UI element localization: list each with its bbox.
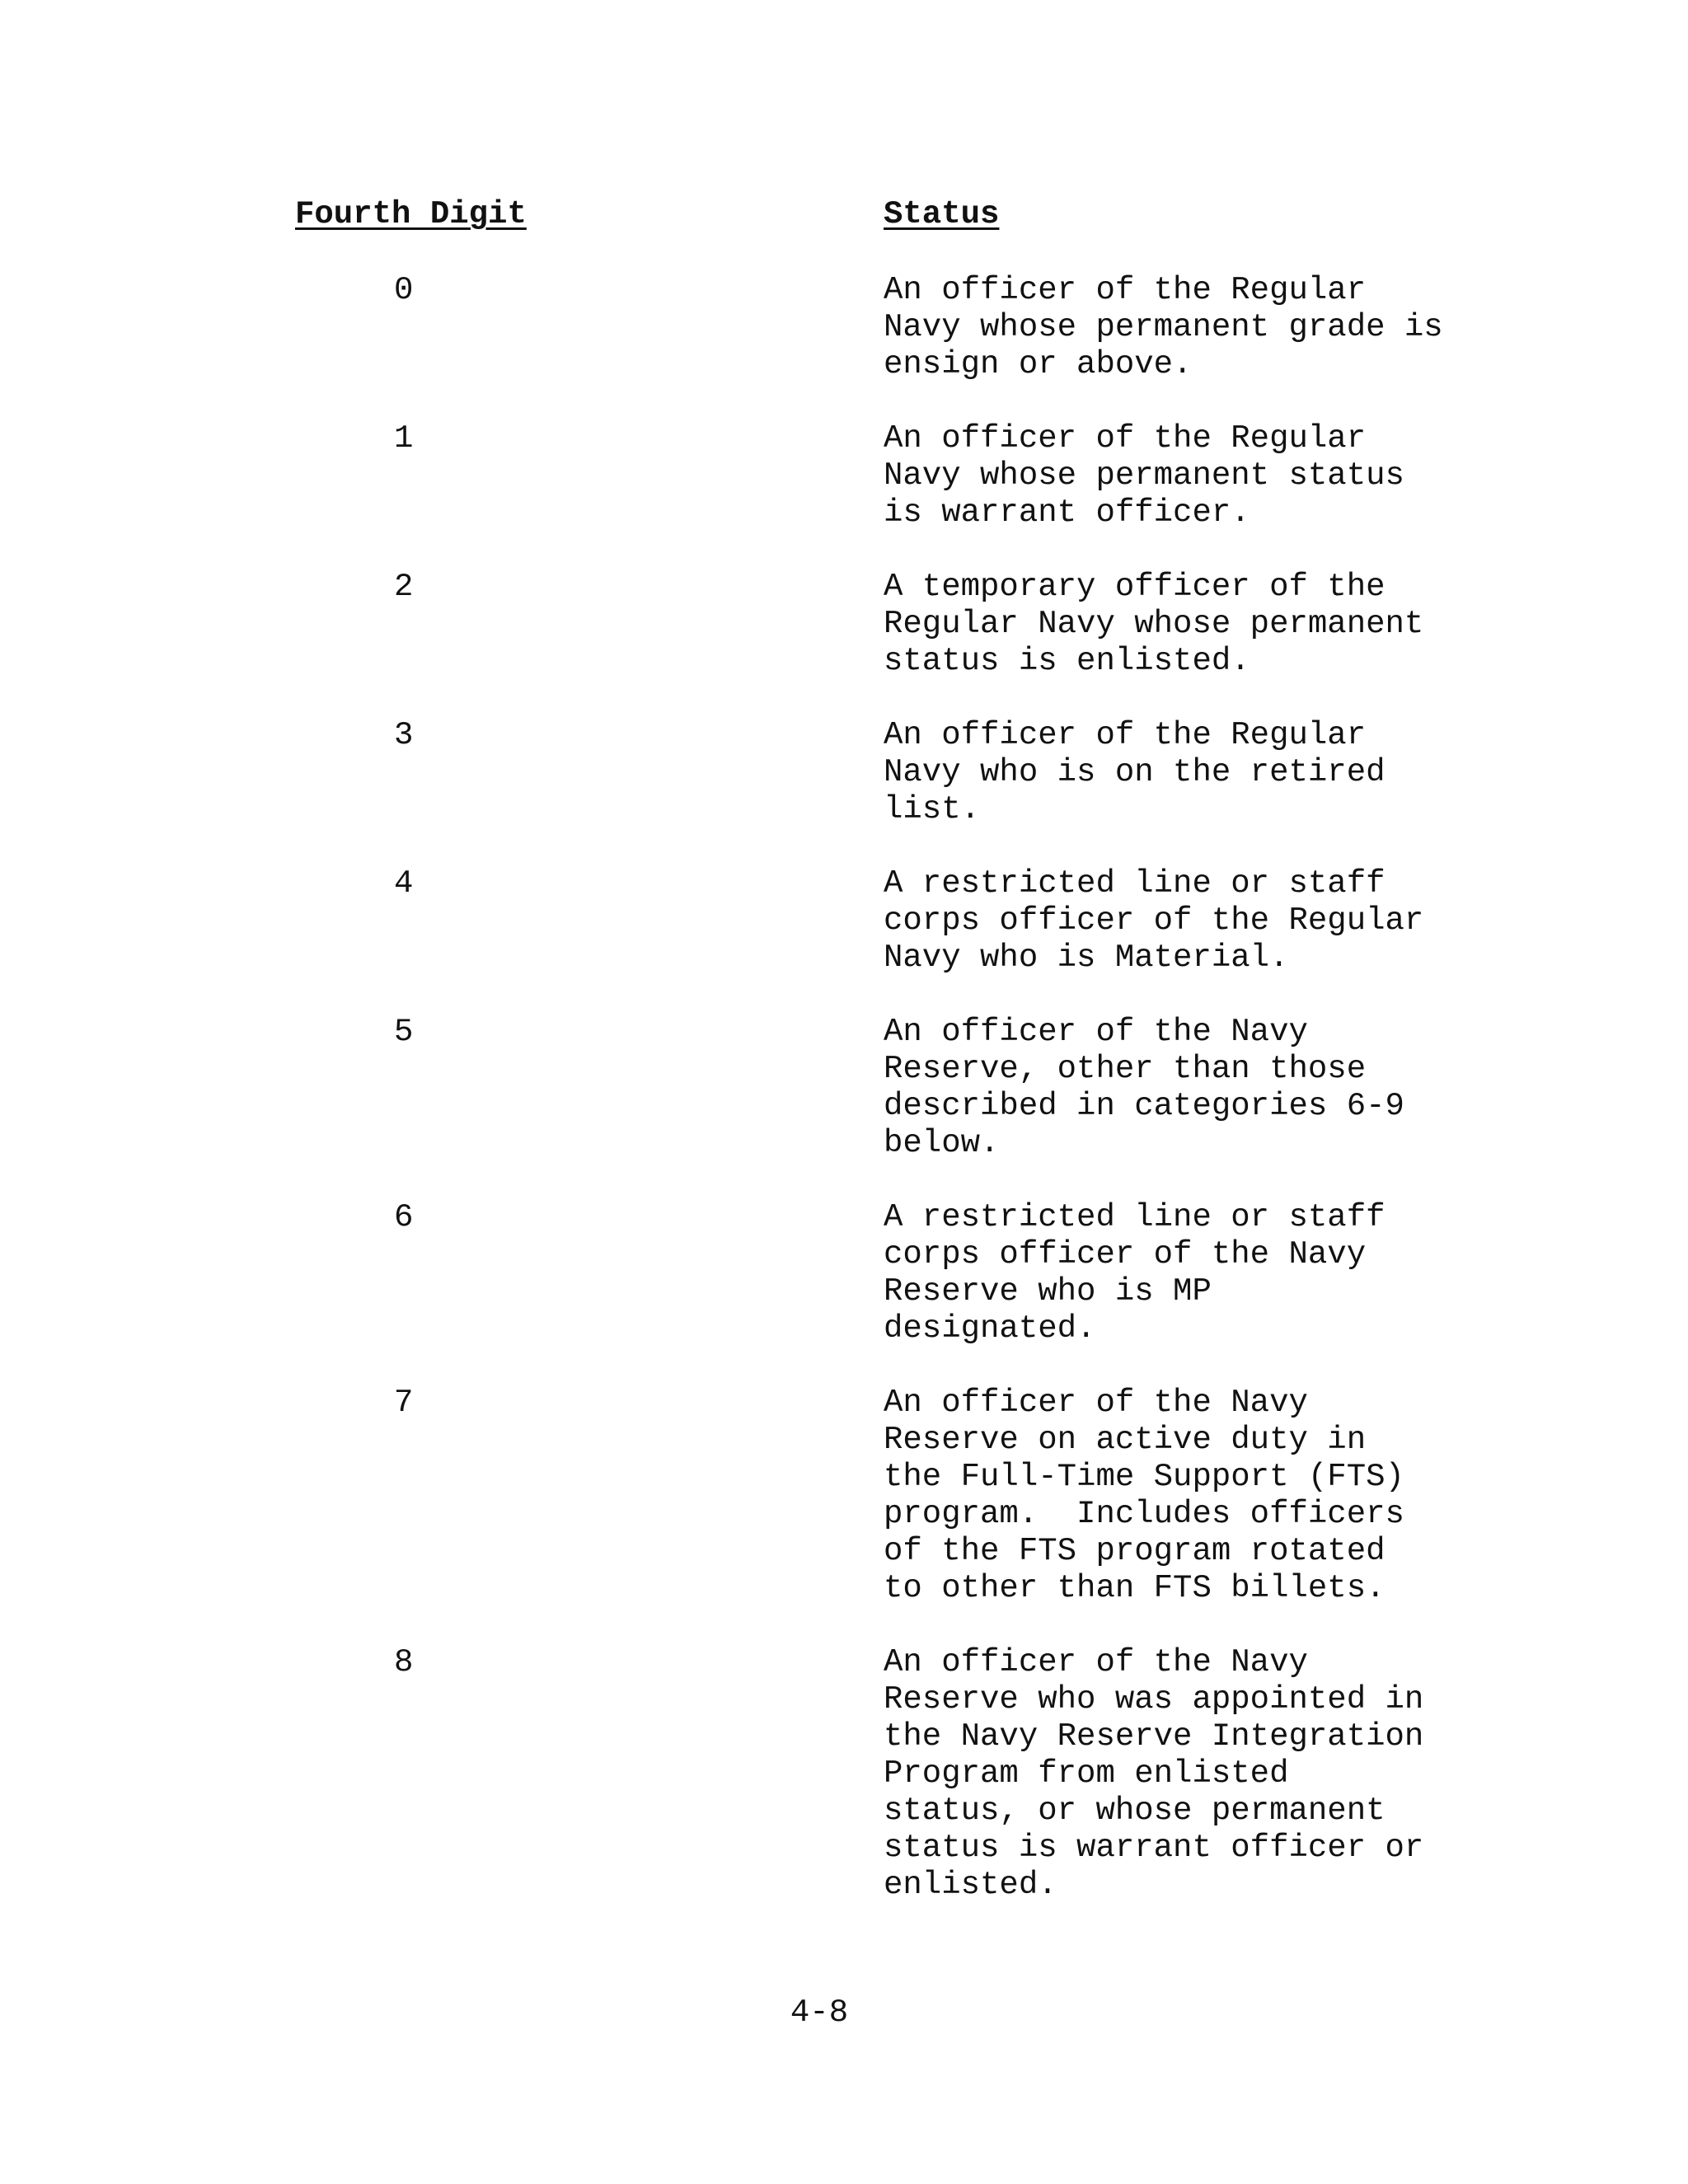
status-line: status is enlisted. (884, 643, 1250, 679)
status-line: Navy who is Material. (884, 940, 1289, 976)
status-line: A temporary officer of the (884, 569, 1386, 605)
status-line: is warrant officer. (884, 494, 1250, 531)
fourth-digit-value: 7 (394, 1385, 414, 1421)
status-line: the Navy Reserve Integration (884, 1718, 1424, 1755)
status-description (884, 1385, 1510, 1607)
status-line: to other than FTS billets. (884, 1570, 1386, 1606)
table-row (0, 272, 1688, 383)
status-line: An officer of the Regular (884, 717, 1367, 753)
table-row (0, 717, 1688, 828)
status-description (884, 717, 1510, 828)
status-line: A restricted line or staff (884, 865, 1386, 902)
table-row (0, 1385, 1688, 1607)
page-number: 4-8 (790, 1994, 849, 2031)
status-description (884, 569, 1510, 680)
status-line: An officer of the Regular (884, 420, 1367, 457)
status-description (884, 1199, 1510, 1347)
status-table (0, 272, 1688, 1941)
status-line: Navy whose permanent status (884, 457, 1404, 494)
status-line: status is warrant officer or (884, 1830, 1424, 1866)
status-line: ensign or above. (884, 346, 1193, 382)
status-line: Reserve who was appointed in (884, 1681, 1424, 1718)
status-line: described in categories 6-9 (884, 1088, 1404, 1124)
fourth-digit-value: 1 (394, 420, 414, 457)
status-line: Regular Navy whose permanent (884, 606, 1424, 642)
status-line: Reserve on active duty in (884, 1422, 1367, 1458)
fourth-digit-value: 0 (394, 272, 414, 308)
status-description (884, 1644, 1510, 1904)
table-row (0, 569, 1688, 680)
status-line: Navy who is on the retired (884, 754, 1386, 790)
status-line: status, or whose permanent (884, 1793, 1386, 1829)
status-line: An officer of the Navy (884, 1014, 1308, 1050)
fourth-digit-value: 4 (394, 865, 414, 902)
table-row (0, 1199, 1688, 1347)
status-line: Navy whose permanent grade is (884, 309, 1443, 345)
fourth-digit-value: 5 (394, 1014, 414, 1050)
fourth-digit-value: 8 (394, 1644, 414, 1680)
status-description (884, 1014, 1510, 1162)
status-line: An officer of the Regular (884, 272, 1367, 308)
status-line: An officer of the Navy (884, 1644, 1308, 1680)
status-line: below. (884, 1125, 1000, 1161)
status-line: the Full-Time Support (FTS) (884, 1459, 1404, 1495)
status-description (884, 420, 1510, 532)
fourth-digit-value: 6 (394, 1199, 414, 1235)
status-line: enlisted. (884, 1867, 1057, 1903)
table-row (0, 865, 1688, 977)
status-line: corps officer of the Navy (884, 1236, 1367, 1272)
status-line: Program from enlisted (884, 1755, 1289, 1792)
status-line: Reserve who is MP (884, 1273, 1212, 1310)
column-header-status: Status (884, 196, 1000, 232)
status-line: of the FTS program rotated (884, 1533, 1386, 1569)
status-line: list. (884, 791, 981, 827)
status-line: corps officer of the Regular (884, 902, 1424, 939)
status-line: An officer of the Navy (884, 1385, 1308, 1421)
column-header-fourth-digit: Fourth Digit (295, 196, 527, 232)
status-line: A restricted line or staff (884, 1199, 1386, 1235)
status-description (884, 865, 1510, 977)
table-row (0, 1014, 1688, 1162)
table-row (0, 1644, 1688, 1904)
status-line: designated. (884, 1310, 1096, 1347)
table-row (0, 420, 1688, 532)
fourth-digit-value: 2 (394, 569, 414, 605)
fourth-digit-value: 3 (394, 717, 414, 753)
status-description (884, 272, 1510, 383)
status-line: program. Includes officers (884, 1496, 1404, 1532)
status-line: Reserve, other than those (884, 1051, 1367, 1087)
